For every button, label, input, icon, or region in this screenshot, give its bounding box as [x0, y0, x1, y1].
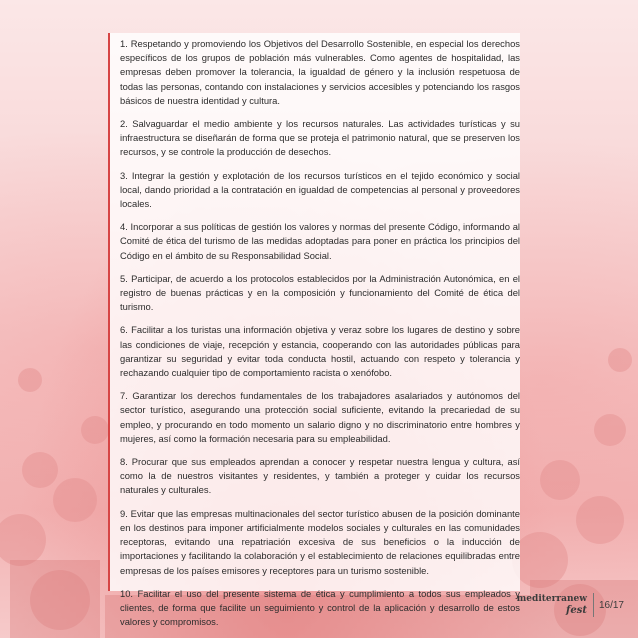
- page-footer: [517, 590, 624, 620]
- logo-line-1: mediterranew: [516, 594, 587, 604]
- mediterranew-fest-logo: [517, 593, 594, 617]
- paragraph-9: 9. Evitar que las empresas multinacionales del sector turístico abusen de la posición dominante en los destinos para imponer artificialmente modelos sociales y culturales en las comunidades receptoras, evitando una repatriación excesiva de sus beneficios o la inducción de importaciones y facilitando la colaboración y el establecimiento de relaciones equilibradas entre empresas de los países emisores y receptores para un turismo sostenible.: [120, 507, 520, 576]
- paragraph-8: 8. Procurar que sus empleados aprendan a conocer y respetar nuestra lengua y cultura, así como la de nuestros visitantes y residentes, y también a proteger y cuidar los recursos naturales y culturales.: [120, 456, 520, 496]
- paragraph-6: 6. Facilitar a los turistas una información objetiva y veraz sobre los lugares de destino y sobre las condiciones de viaje, recepción y estancia, cooperando con las autoridades públicas para garantizar su seguridad y evitar toda conducta hostil, actuando con respeto y tolerancia y rechazando cualquier tipo de comportamiento racista o xenófobo.: [120, 324, 520, 379]
- paragraph-3: 3. Integrar la gestión y explotación de los recursos turísticos en el tejido económico y social local, dando prioridad a la contratación en igualdad de competencias al personal y proveedores locales.: [120, 169, 520, 210]
- paragraph-2: 2. Salvaguardar el medio ambiente y los recursos naturales. Las actividades turísticas y su infraestructura se diseñarán de forma que se proteja el patrimonio natural, que se preserven los recursos, y se controle la producción de desechos.: [120, 118, 520, 158]
- text-panel: [108, 33, 520, 628]
- page-number: 16/17: [598, 599, 624, 611]
- logo-line-2: fest: [566, 605, 587, 616]
- paragraph-5: 5. Participar, de acuerdo a los protocolos establecidos por la Administración Autonómica, en el registro de buenas prácticas y en la composición y funcionamiento del Comité de ética del turismo.: [120, 272, 520, 313]
- paragraph-4: 4. Incorporar a sus políticas de gestión los valores y normas del presente Código, informando al Comité de ética del turismo de las medidas adoptadas para poner en práctica los principios del Código en el ámbito de su Responsabilidad Social.: [120, 221, 520, 261]
- paragraph-10: 10. Facilitar el uso del presente sistema de ética y cumplimiento a todos sus empleados y clientes, de forma que facilite un seguimiento y control de la aplicación y desarrollo de estos valores y compromisos.: [120, 587, 520, 628]
- paragraph-7: 7. Garantizar los derechos fundamentales de los trabajadores asalariados y autónomos del sector turístico, asegurando una protección social suficiente, evitando la precariedad de su empleo, y procurando en todo momento un salario digno y no discriminatorio entre hombres y mujeres, así como la formación necesaria para su empleabilidad.: [120, 390, 520, 444]
- paragraph-1: 1. Respetando y promoviendo los Objetivos del Desarrollo Sostenible, en especial los derechos específicos de los grupos de población más vulnerables. Como agentes de hospitalidad, las empresas deben promover la tolerancia, la igualdad de género y la inclusión respetuosa de todas las personas, contando con instalaciones y servicios accesibles y potenciando los rasgos básicos de nuestra identidad y cultura.: [120, 38, 520, 106]
